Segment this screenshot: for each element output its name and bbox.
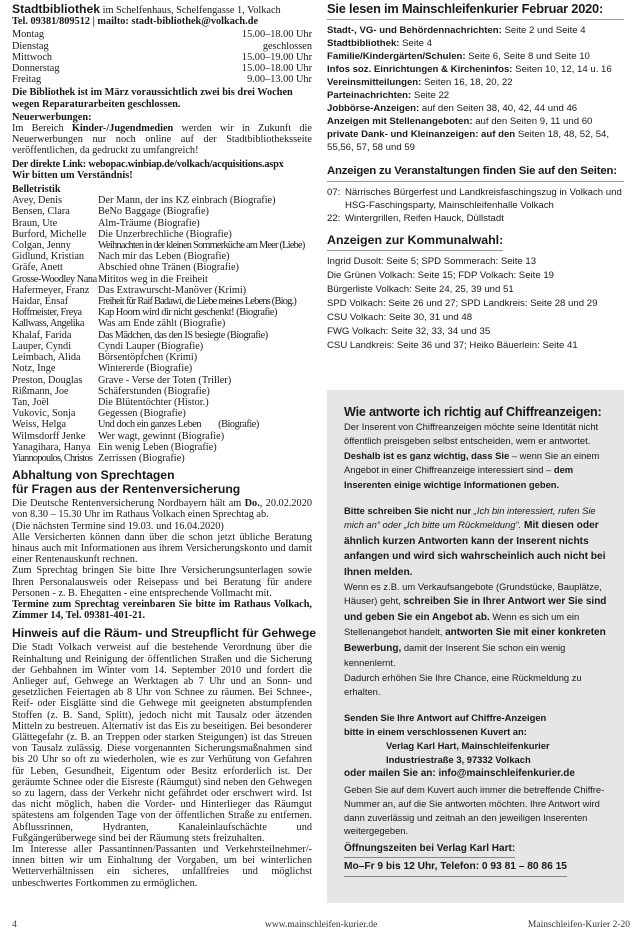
text: Die Deutsche Rentenversicherung Nordbayern hält am [12, 498, 245, 510]
book-row [12, 363, 312, 374]
publisher-address: Industriestraße 3, 97332 Volkach [386, 754, 531, 766]
book-author: Vukovic, Sonja [12, 408, 76, 420]
book-title: Grave - Verse der Toten (Triller) [98, 374, 232, 386]
book-title: Die Blütentöchter (Histor.) [98, 396, 209, 408]
book-author: Tan, Joël [12, 396, 50, 408]
book-title: Wer wagt, gewinnt (Biografie) [98, 430, 225, 442]
bold-text: schreiben Sie in Ihrer Antwort wer Sie sind und geben Sie ein Angebot ab. [344, 596, 607, 623]
book-row [12, 195, 312, 206]
bold-text: Mit diesen oder ähnlich kurzen Antworten kann der Inserent nichts anfangen und wird sich wahrscheinlich auch nicht bei Ihnen melden. [344, 520, 606, 578]
book-row [12, 386, 312, 397]
book-row [12, 307, 312, 318]
italic-text: „Ich bin interessiert, rufen Sie mich an“ oder „Ich bitte um Rückmeldung“. [344, 505, 596, 531]
book-row [12, 285, 312, 296]
book-row [12, 352, 312, 363]
pension-heading-line: Abhaltung von Sprechtagen [12, 468, 175, 483]
book-author: Bensen, Clara [12, 206, 70, 218]
library-address: im Schelfenhaus, Schelfengasse 1, Volkach [100, 5, 281, 16]
contents-pages: Seite 6, Seite 8 und Seite 10 [465, 51, 590, 62]
contents-label: private Dank- und Kleinanzeigen: auf den [327, 129, 516, 140]
book-author: Kallwass, Angelika [12, 318, 84, 330]
contents-item [327, 63, 631, 76]
election-item: CSU Landkreis: Seite 36 und 37; Heiko Bäuerlein: Seite 41 [327, 340, 578, 351]
hours-phone: Mo–Fr 9 bis 12 Uhr, Telefon: 0 93 81 – 80 86 15 [344, 860, 567, 876]
pension-p2: (Die nächsten Termine sind 19.03. und 16.04.2020) [12, 520, 224, 532]
contents-item [327, 37, 631, 50]
pension-p5: Termine zum Sprechtag vereinbaren Sie bitte im Rathaus Volkach, Zimmer 14, Tel. 09381-401-21. [12, 598, 312, 622]
hours-time: geschlossen [262, 40, 312, 52]
book-row [12, 206, 312, 217]
book-author: Notz, Inge [12, 363, 56, 375]
book-author: Grosse-Woodley Nana [12, 273, 97, 285]
hours-title: Öffnungszeiten bei Verlag Karl Hart: [344, 842, 515, 858]
hours-time: 15.00–19.00 Uhr [241, 51, 312, 63]
book-author: Avey, Denis [12, 195, 63, 207]
publisher-address: Verlag Karl Hart, Mainschleifenkurier [386, 740, 550, 752]
contents-label: Stadt-, VG- und Behördennachrichten: [327, 25, 502, 36]
winter-heading: Hinweis auf die Räum- und Streupflicht für Gehwege [12, 626, 317, 641]
bold-text: Deshalb ist es ganz wichtig, dass Sie [344, 449, 510, 461]
event-page: 22: [327, 213, 341, 224]
chiffre-p1: Der Inserent von Chiffreanzeigen möchte seine Identität nicht öffentlich preisgeben selbst entscheiden, wem er antwortet. [344, 421, 599, 447]
send-line: Senden Sie Ihre Antwort auf Chiffre-Anzeigen [344, 712, 547, 724]
page-number: 4 [12, 920, 17, 930]
election-item: CSU Volkach: Seite 30, 31 und 48 [327, 312, 473, 323]
contents-list [327, 24, 631, 154]
book-list [12, 195, 312, 464]
text: , 20.02.2020 von 8.30 – 15.30 Uhr im Rathaus Volkach einen Sprechtag ab. [12, 498, 313, 521]
pension-heading-line: für Fragen aus der Rentenversicherung [12, 482, 241, 497]
book-title: Ein wenig Leben (Biografie) [98, 441, 217, 453]
book-author: Colgan, Jenny [12, 240, 71, 252]
book-author: Leimbach, Alida [12, 352, 81, 364]
closure-notice: Die Bibliothek ist im März voraussichtlich zwei bis drei Wochen wegen Reparaturarbeiten geschlossen. [12, 87, 293, 110]
contents-label: Jobbörse-Anzeigen: [327, 103, 420, 114]
book-row [12, 274, 312, 285]
book-author: Yiannopoulos, Christos [12, 452, 93, 464]
pension-heading [12, 468, 312, 496]
bold-text: Do. [244, 498, 260, 510]
contents-item [327, 24, 631, 37]
book-title: Die Unzerbrechliche (Biografie) [98, 228, 232, 240]
text: damit der Inserent Sie schon ein wenig kennenlernt. [344, 641, 566, 669]
contents-item [327, 128, 631, 154]
election-heading: Anzeigen zur Kommunalwahl: [327, 233, 503, 251]
book-title: Das Mädchen, das den IS besiegte (Biografie) [98, 329, 268, 341]
contents-pages: Seiten 18, 48, 52, 54, 55,56, 57, 58 und 59 [327, 129, 610, 153]
events-list [327, 186, 631, 225]
election-item: Bürgerliste Volkach: Seite 24, 25, 39 und 51 [327, 284, 514, 295]
events-heading: Anzeigen zu Veranstaltungen finden Sie auf den Seiten: [327, 164, 624, 182]
hours-row [12, 52, 312, 63]
contents-label: Infos soz. Einrichtungen & Kircheninfos: [327, 64, 513, 75]
chiffre-content [344, 405, 614, 877]
contents-pages: Seite 4 [399, 38, 433, 49]
book-row [12, 453, 312, 464]
hours-row [12, 63, 312, 74]
book-author: Lauper, Cyndi [12, 340, 72, 352]
book-row [12, 218, 312, 229]
contents-label: Vereinsmitteilungen: [327, 77, 422, 88]
chiffre-p6: Geben Sie auf dem Kuvert auch immer die betreffende Chiffre-Nummer an, auf die Sie antworten möchten. Ihre Antwort wird dann zuverlässig und zeitnah an den jeweiligen Inserenten weitergegeben. [344, 784, 605, 837]
election-list [327, 255, 631, 353]
book-row [12, 442, 312, 453]
chiffre-title: Wie antworte ich richtig auf Chiffreanzeigen: [344, 405, 602, 419]
book-title: Was am Ende zählt (Biografie) [98, 318, 226, 330]
contents-label: Stadtbibliothek: [327, 38, 400, 49]
book-author: Khalaf, Farida [12, 329, 72, 341]
contents-label: Anzeigen mit Stellenangeboten: [327, 116, 473, 127]
book-row [12, 262, 312, 273]
winter-body [12, 642, 312, 888]
chiffre-p4 [344, 580, 614, 670]
library-contact[interactable]: Tel. 09381/809512 | mailto: stadt-bibliothek@volkach.de [12, 16, 259, 28]
contents-item [327, 89, 631, 102]
belletristik-heading: Belletristik [12, 184, 61, 196]
book-author: Hoffmeister, Freya [12, 307, 82, 319]
book-author: Braun, Ute [12, 217, 58, 229]
contents-label: Parteinachrichten: [327, 90, 412, 101]
text: – wenn Sie an einem Angebot in einer Chiffreanzeige interessiert sind – [344, 449, 600, 476]
book-row [12, 397, 312, 408]
book-author: Weiss, Helga [12, 419, 67, 431]
book-title: Gegessen (Biografie) [98, 408, 186, 420]
chiffre-send [344, 711, 614, 781]
pension-p3: Alle Versicherten können dann über die schon jetzt übliche Beratung hinaus auch mit Informationen aus ihrem Versicherungskonto und damit einer Rentenauskunft rechnen. [12, 531, 312, 566]
library-header [12, 2, 312, 16]
contents-pages: auf den Seiten 38, 40, 42, 44 und 46 [419, 103, 578, 114]
hours-day: Dienstag [12, 40, 49, 52]
winter-p1: Die Stadt Volkach verweist auf die bestehende Verordnung über die Reinhaltung und Reinigung der öffentlichen Straßen und die Sicherung der Gehbahnen im Winter vom 14. September 2010 und fordert die Anlieger auf, Gehwege an Werktagen ab 7 Uhr und an Sonn- und gesetzlichen Feiertagen ab 8 Uhr von Schnee zu räumen. Bei Schnee-, Reif- oder Eisglätte sind die Gehwege mit geeigneten abstumpfenden Stoffen (z. B. Sand, Splitt), jedoch nicht mit Tausalz oder ätzenden Mitteln zu bestreuen. Alternativ ist das Eis zu beseitigen. Bei besonderer Glättegefahr (z. B. an Treppen oder starken Steigungen) ist das Streuen von Tausalz zulässig. Diese vorgenannten Sicherungsmaßnahmen sind bis 20 Uhr so oft zu wiederholen, wie es zur Verhütung von Gefahren für Leben, Gesundheit, Eigentum oder Besitz erforderlich ist. Der geräumte Schnee oder die Eisreste (Räumgut) sind neben den Gehwegen so zu lagern, dass der Verkehr nicht gefährdet oder erschwert wird. Ist das nicht möglich, haben die Vorder- und Hinterlieger das Räumgut spätestens am folgenden Tage von der öffentlichen Straße zu entfernen. Abflussrinnen, Hydranten, Kanaleinlaufschächte und Fußgängerüberwege sind bei der Räumung stets freizuhalten. [12, 642, 312, 844]
election-item: Ingrid Dusolt: Seite 5; SPD Sommerach: Seite 13 [327, 256, 537, 267]
book-title: BeNo Baggage (Biografie) [98, 206, 209, 218]
contents-pages: Seite 2 und Seite 4 [501, 25, 586, 36]
contents-item [327, 115, 631, 128]
contents-heading: Sie lesen im Mainschleifenkurier Februar 2020: [327, 2, 624, 20]
chiffre-p3 [344, 504, 614, 580]
book-title: Schäferstunden (Biografie) [98, 385, 210, 397]
election-item: SPD Volkach: Seite 26 und 27; SPD Landkreis: Seite 28 und 29 [327, 298, 598, 309]
book-title: Freiheit für Raif Badawi, die Liebe meines Lebens (Biog.) [98, 296, 297, 308]
new-acquisitions-heading: Neuerwerbungen: [12, 111, 92, 123]
left-column [12, 2, 317, 889]
footer-issue: Mainschleifen-Kurier 2-20 [527, 920, 630, 930]
hours-row [12, 29, 312, 40]
book-author: Yanagihara, Hanya [12, 441, 91, 453]
book-title: Wintererde (Biografie) [98, 363, 193, 375]
contents-pages: Seiten 16, 18, 20, 22 [421, 77, 513, 88]
pension-body [12, 498, 312, 621]
hours-row [12, 74, 312, 85]
bold-text: Kinder-/Jugendmedien [71, 123, 174, 135]
chiffre-p5: Dadurch erhöhen Sie Ihre Chance, eine Rückmeldung zu erhalten. [344, 671, 582, 697]
contents-pages: Seite 22 [411, 90, 450, 101]
new-acquisitions-text [12, 123, 312, 157]
book-title: Und doch ein ganzes Leben (Biografie) [98, 419, 259, 431]
book-author: Gräfe, Anett [12, 262, 63, 274]
election-item: FWG Volkach: Seite 32, 33, 34 und 35 [327, 326, 491, 337]
book-row [12, 318, 312, 329]
book-row [12, 375, 312, 386]
contents-pages: auf den Seiten 9, 11 und 60 [472, 116, 593, 127]
email-link[interactable]: oder mailen Sie an: info@mainschleifenkurier.de [344, 768, 575, 780]
text: Wenn es sich um ein Stellenangebot handelt, [344, 610, 580, 638]
thanks-text: Wir bitten um Verständnis! [12, 169, 133, 181]
contents-pages: Seiten 10, 12, 14 u. 16 [512, 64, 612, 75]
election-item: Die Grünen Volkach: Seite 15; FDP Volkach: Seite 19 [327, 270, 555, 281]
book-title: Das Extrawurscht-Manöver (Krimi) [98, 284, 247, 296]
bold-text: dem Inserenten einige wichtige Informationen geben. [344, 464, 574, 490]
hours-day: Donnerstag [12, 63, 60, 75]
book-title: Zerrissen (Biografie) [98, 452, 185, 464]
book-author: Rißmann, Joe [12, 385, 69, 397]
pension-p1 [12, 498, 312, 520]
event-item [327, 186, 631, 212]
hours-time: 15.00–18.00 Uhr [241, 29, 312, 41]
contents-item [327, 102, 631, 115]
book-author: Gidlund, Kristian [12, 251, 85, 263]
book-title: Alm-Träume (Biografie) [98, 217, 200, 229]
send-line: bitte in einem verschlossenen Kuvert an: [344, 726, 527, 738]
book-author: Wilmsdorff Jenke [12, 430, 86, 442]
book-author: Haidar, Ensaf [12, 296, 69, 308]
book-title: Der Mann, der ins KZ einbrach (Biografie) [98, 195, 276, 207]
hours-day: Freitag [12, 74, 42, 86]
event-item [327, 212, 631, 225]
contents-item [327, 76, 631, 89]
book-row [12, 251, 312, 262]
book-author: Hafermeyer, Franz [12, 284, 90, 296]
hours-row [12, 41, 312, 52]
book-title: Cyndi Lauper (Biografie) [98, 340, 204, 352]
book-row [12, 419, 312, 430]
book-author: Burford, Michelle [12, 228, 87, 240]
opening-hours [12, 29, 312, 85]
chiffre-p2 [344, 449, 614, 492]
winter-p2: Im Interesse aller Passantinnen/Passanten und Verkehrsteilnehmer/-innen bitten wir um Einhaltung der Vorgaben, um bei winterlichen Wetterverhältnissen ein sicheres, unfallfreies und möglichst unbeschwertes Fortkommen zu ermöglichen. [12, 844, 312, 889]
book-title: Börsentöpfchen (Krimi) [98, 352, 198, 364]
chiffre-hours [344, 841, 614, 877]
book-row [12, 296, 312, 307]
event-page: 07: [327, 187, 341, 198]
book-title: Nach mir das Leben (Biografie) [98, 251, 230, 263]
text: Wenn es z.B. um Verkaufsangebote (Grundstücke, Bauplätze, Häuser) geht, [344, 581, 602, 607]
book-title: Mititos weg in die Freiheit [98, 273, 208, 285]
hours-time: 9.00–13.00 Uhr [247, 74, 312, 86]
contents-label: Familie/Kindergärten/Schulen: [327, 51, 466, 62]
direct-link[interactable]: Der direkte Link: webopac.winbiap.de/volkach/acquisitions.aspx [12, 158, 284, 170]
pension-p4: Zum Sprechtag bringen Sie bitte Ihre Versicherungsunterlagen sowie Ihren Personalausweis oder Reisepass und bei Beratung für andere Personen - z. B. Ehegatten - eine entsprechende Vollmacht mit. [12, 565, 312, 599]
book-row [12, 240, 312, 251]
bold-text: Bitte schreiben Sie nicht nur [344, 505, 472, 517]
hours-day: Mittwoch [12, 51, 53, 63]
right-column [327, 2, 631, 353]
event-text: Närrisches Bürgerfest und Landkreisfaschingszug in Volkach und HSG-Faschingsparty, Mainschleifenhalle Volkach [345, 187, 622, 211]
book-row [12, 431, 312, 442]
book-row [12, 408, 312, 419]
book-author: Preston, Douglas [12, 374, 83, 386]
book-title: Weihnachten in der kleinen Sommerküche am Meer (Liebe) [98, 240, 305, 252]
contents-item [327, 50, 631, 63]
hours-day: Montag [12, 29, 45, 41]
hours-time: 15.00–18.00 Uhr [241, 63, 312, 75]
footer-website[interactable]: www.mainschleifen-kurier.de [265, 920, 378, 930]
event-text: Wintergrillen, Reifen Hauck, Düllstadt [345, 213, 504, 224]
book-title: Kap Hoorn wird dir nicht geschenkt! (Biografie) [98, 307, 278, 319]
text: Im Bereich [12, 123, 72, 135]
chiffre-info-box [327, 390, 624, 903]
bold-text: antworten Sie mit einer konkreten Bewerbung, [344, 627, 606, 654]
text: werden wir in Zukunft die Neuerwerbungen nur noch online auf der Stadtbibliotheksseite veröffentlichen, da gedruckt zu umfangreich! [12, 123, 312, 157]
book-row [12, 229, 312, 240]
book-row [12, 341, 312, 352]
library-title: Stadtbibliothek [12, 2, 101, 16]
book-row [12, 330, 312, 341]
book-title: Abschied ohne Tränen (Biografie) [98, 262, 239, 274]
